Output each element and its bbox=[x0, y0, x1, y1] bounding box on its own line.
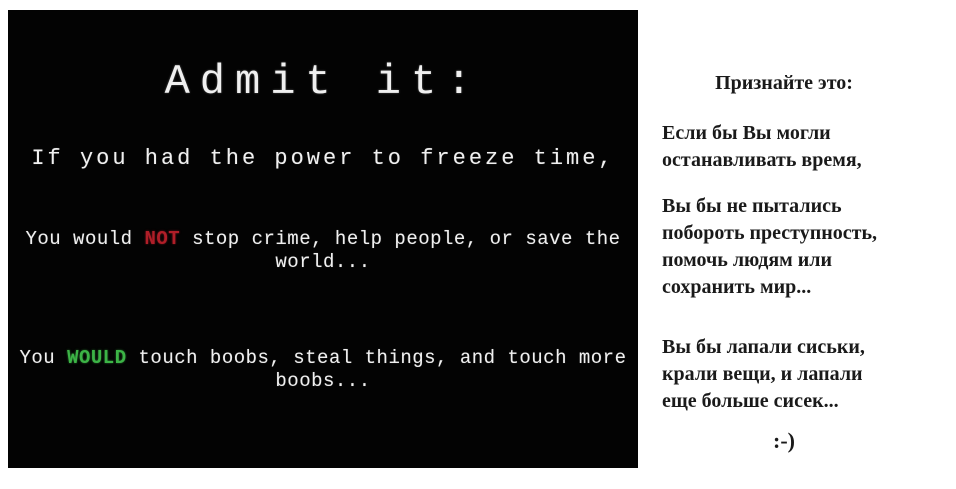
translation-column bbox=[658, 0, 910, 489]
meme-premise-line: If you had the power to freeze time, bbox=[31, 146, 615, 171]
translation-p3-line2: крали вещи, и лапали bbox=[662, 363, 863, 385]
would-statement-suffix: touch boobs, steal things, and touch more bbox=[126, 347, 627, 369]
not-statement-prefix: You would bbox=[25, 228, 145, 250]
translation-p3-line3: еще больше сисек... bbox=[662, 390, 839, 412]
translation-p1-line2: останавливать время, bbox=[662, 149, 862, 171]
translation-p3-line1: Вы бы лапали сиськи, bbox=[662, 336, 865, 358]
smiley-emoticon: :-) bbox=[773, 428, 795, 453]
translation-paragraph-1 bbox=[662, 120, 910, 174]
not-statement-line1 bbox=[8, 228, 638, 251]
meme-panel bbox=[8, 10, 638, 468]
translation-paragraph-2 bbox=[662, 193, 910, 301]
would-statement-line2: boobs... bbox=[275, 370, 371, 392]
translation-title: Признайте это: bbox=[715, 72, 853, 94]
translation-p2-line2: побороть преступность, bbox=[662, 222, 878, 244]
would-statement-prefix: You bbox=[19, 347, 68, 369]
translation-p2-line1: Вы бы не пытались bbox=[662, 195, 842, 217]
meme-would-statement bbox=[8, 347, 638, 393]
translation-paragraph-3 bbox=[662, 334, 910, 415]
translation-p1-line1: Если бы Вы могли bbox=[662, 122, 831, 144]
meme-title: Admit it: bbox=[164, 58, 482, 106]
would-highlight: WOULD bbox=[67, 347, 127, 369]
would-statement-line1 bbox=[8, 347, 638, 370]
not-statement-suffix: stop crime, help people, or save the bbox=[180, 228, 621, 250]
not-highlight: NOT bbox=[144, 228, 181, 250]
translation-p2-line3: помочь людям или bbox=[662, 249, 833, 271]
meme-not-statement bbox=[8, 228, 638, 274]
not-statement-line2: world... bbox=[275, 251, 371, 273]
translation-p2-line4: сохранить мир... bbox=[662, 276, 812, 298]
